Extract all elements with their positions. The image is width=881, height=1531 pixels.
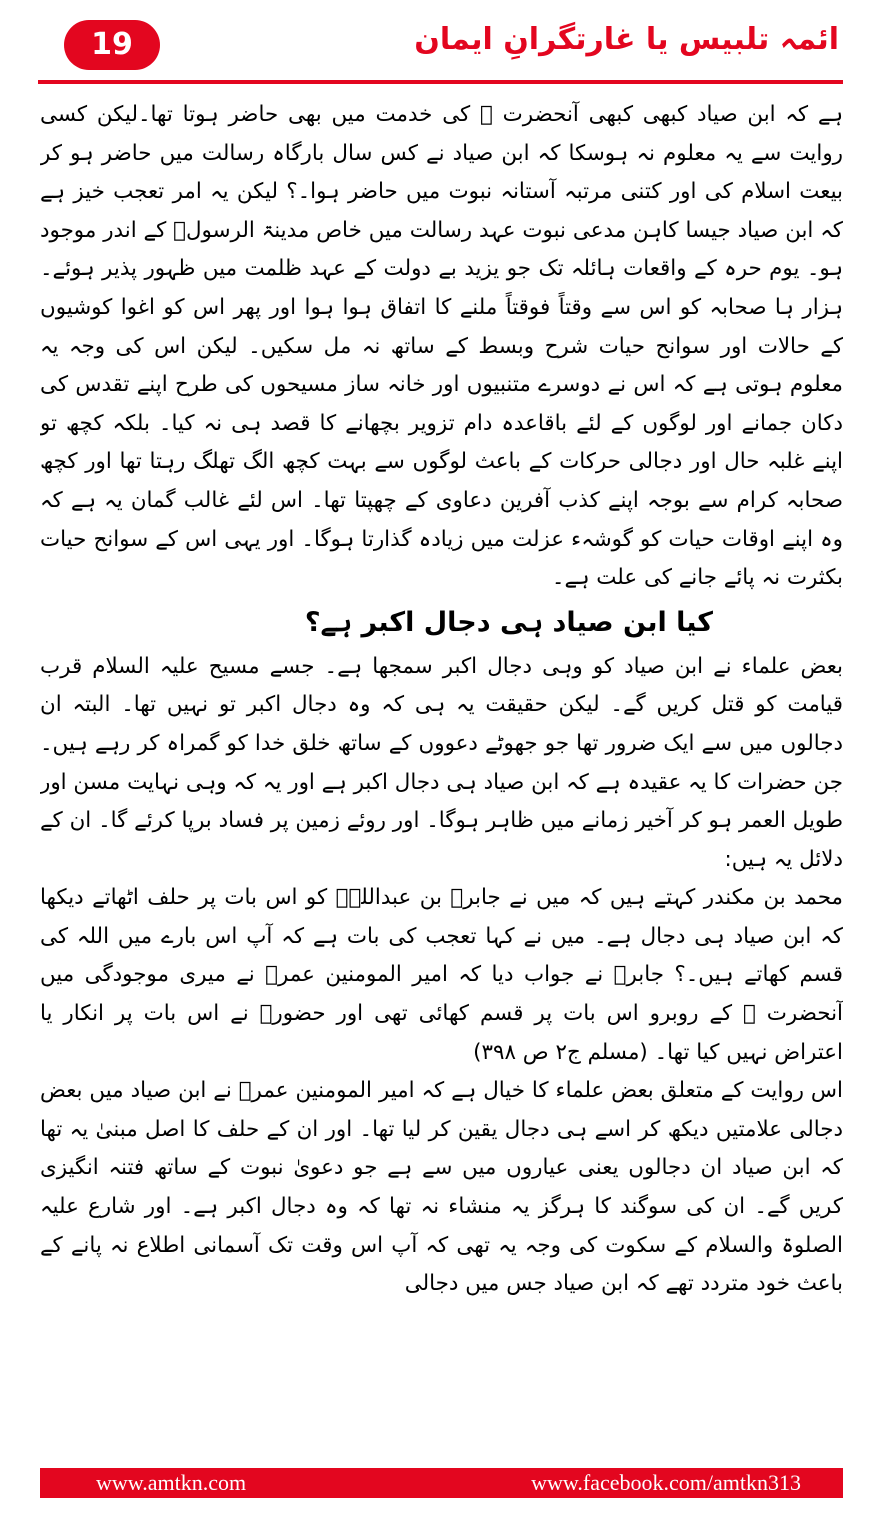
header-divider (38, 80, 843, 84)
footer-website-link[interactable]: www.amtkn.com (96, 1470, 247, 1495)
paragraph-ibn-sayyad-background: ہے کہ ابن صیاد کبھی کبھی آنحضرت ﷺ کی خدمت میں بھی حاضر ہوتا تھا۔لیکن کسی روایت سے یہ معلوم نہ ہوسکا کہ ابن صیاد نے کس سال بارگاہ رسالت میں حاضر ہو کر بیعت اسلام کی اور کتنی مرتبہ آستانہ نبوت میں حاضر ہوا۔؟ لیکن یہ امر تعجب خیز ہے کہ ابن صیاد جیسا کاہن مدعی نبوت عہد رسالت میں خاص مدینۃ الرسولؐ کے اندر موجود ہو۔ یوم حرہ کے واقعات ہائلہ تک جو یزید بے دولت کے عہد ظلمت میں ظہور پذیر ہوئے۔ ہزار ہا صحابہ کو اس سے وقتاً فوقتاً ملنے کا اتفاق ہوا ہوا اور پھر اس کو اغوا کوشیوں کے حالات اور سوانح حیات شرح وبسط کے ساتھ نہ مل سکیں۔ لیکن اس کی وجہ یہ معلوم ہوتی ہے کہ اس نے دوسرے متنبیوں اور خانہ ساز مسیحوں کی طرح اپنے تقدس کی دکان جمانے اور لوگوں کے لئے باقاعدہ دام تزویر بچھانے کا قصد ہی نہ کیا۔ بلکہ کچھ تو اپنے غلبہ حال اور دجالی حرکات کے باعث لوگوں سے بہت کچھ الگ تھلگ رہتا تھا اور کچھ صحابہ کرام سے بوجہ اپنے کذب آفرین دعاوی کے چھپتا تھا۔ اس لئے غالب گمان یہ ہے کہ وہ اپنے اوقات حیات کو گوشہء عزلت میں زیادہ گذارتا ہوگا۔ اور یہی اس کے سوانح حیات بکثرت نہ پائے جانے کی علت ہے۔ (40, 102, 843, 591)
footer-facebook-link[interactable]: www.facebook.com/amtkn313 (531, 1470, 801, 1495)
paragraph-jabir-narration: محمد بن مکندر کہتے ہیں کہ میں نے جابرؓ بن عبداللہؓ کو اس بات پر حلف اٹھاتے دیکھا کہ ابن صیاد ہی دجال ہے۔ میں نے کہا تعجب کی بات ہے کہ آپ اس بارے میں اللہ کی قسم کھاتے ہیں۔؟ جابرؓ نے جواب دیا کہ امیر المومنین عمرؓ نے میری موجودگی میں آنحضرت ﷺ کے روبرو اس بات پر قسم کھائی تھی اور حضورؐ نے اس بات پر انکار یا اعتراض نہیں کیا تھا۔ (مسلم ج۲ ص ۳۹۸) (40, 885, 843, 1065)
page-header (38, 18, 843, 84)
page-footer (40, 1468, 843, 1498)
section-heading: کیا ابن صیاد ہی دجال اکبر ہے؟ (304, 606, 713, 638)
book-title: ائمہ تلبیس یا غارتگرانِ ایمان (414, 22, 839, 57)
paragraph-scholars-view: بعض علماء نے ابن صیاد کو وہی دجال اکبر سمجھا ہے۔ جسے مسیح علیہ السلام قرب قیامت کو قتل کریں گے۔ لیکن حقیقت یہ ہی کہ وہ دجال اکبر تو نہیں تھا۔ البتہ ان دجالوں میں سے ایک ضرور تھا جو جھوٹے دعووں کے ساتھ خلق خدا کو گمراہ کر رہے ہیں۔ جن حضرات کا یہ عقیدہ ہے کہ ابن صیاد ہی دجال اکبر ہے اور یہ کہ وہی نہایت مسن اور طویل العمر ہو کر آخیر زمانے میں ظاہر ہوگا۔ اور روئے زمین پر فساد برپا کرئے گا۔ ان کے دلائل یہ ہیں: (40, 653, 843, 872)
page-number-badge: 19 (64, 20, 160, 70)
paragraph-commentary: اس روایت کے متعلق بعض علماء کا خیال ہے کہ امیر المومنین عمرؓ نے ابن صیاد میں بعض دجالی علامتیں دیکھ کر اسے ہی دجال یقین کر لیا تھا۔ اور ان کے حلف کا اصل مبنیٰ یہ تھا کہ ابن صیاد ان دجالوں یعنی عیاروں میں سے ہے جو دعویٰ نبوت کے ساتھ فتنہ انگیزی کریں گے۔ ان کی سوگند کا ہرگز یہ منشاء نہ تھا کہ وہ دجال اکبر ہے۔ اور شارع علیہ الصلوۃ والسلام کے سکوت کی وجہ یہ تھی کہ آپ اس وقت تک آسمانی اطلاع نہ پانے کے باعث خود متردد تھے کہ ابن صیاد جس میں دجالی (40, 1078, 843, 1297)
page-body (40, 96, 843, 1448)
